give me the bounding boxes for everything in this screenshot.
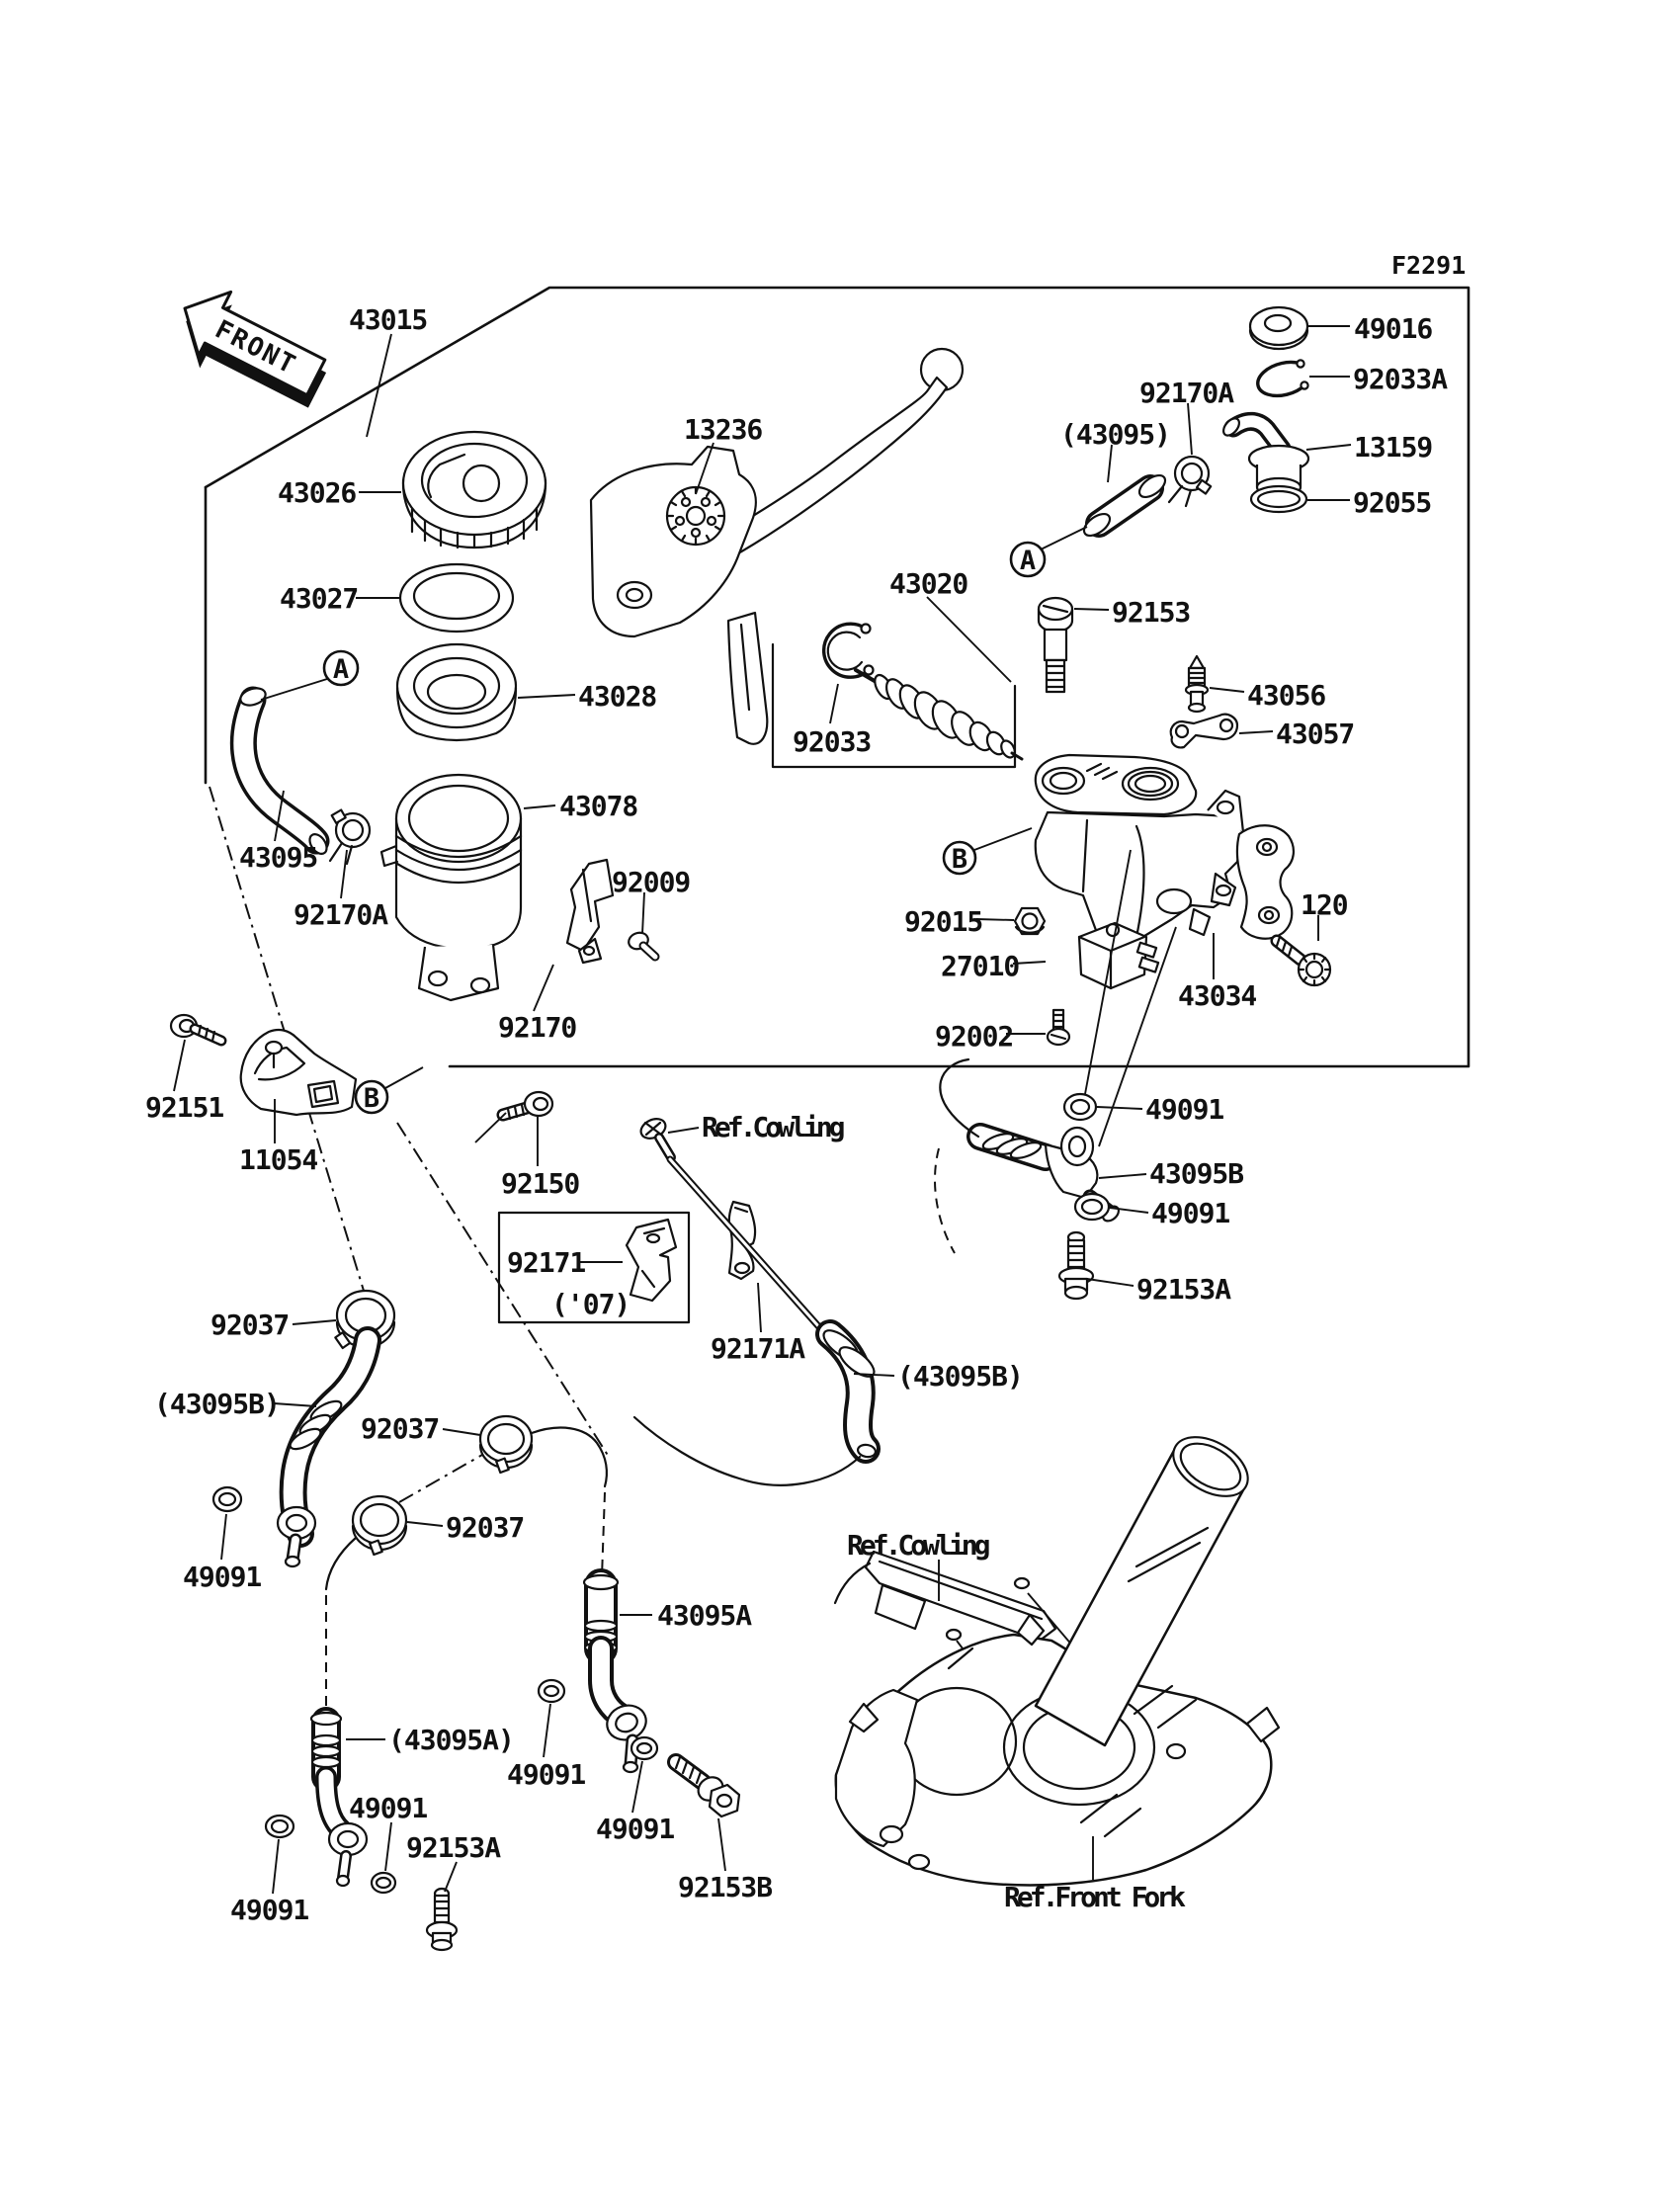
part-washer-49091-r2: [1075, 1194, 1109, 1220]
part-banjo-bolt-92153a-1: [1059, 1232, 1093, 1299]
callout-a-1: [261, 651, 358, 700]
callout-a-2-letter: A: [1019, 546, 1037, 576]
callout-a-1-letter: A: [332, 654, 350, 685]
part-label-92015: 92015: [904, 905, 983, 938]
part-label-49091-l1: 49091: [183, 1561, 262, 1593]
part-label-43057: 43057: [1276, 718, 1355, 750]
part-label-92055: 92055: [1353, 486, 1432, 519]
part-label-43095b: 43095B: [1149, 1157, 1244, 1190]
ref-label-cowling-1: Ref.Cowling: [702, 1111, 842, 1143]
part-reservoir-cap: [403, 432, 546, 548]
part-label-92153b: 92153B: [678, 1871, 773, 1903]
part-screw-92009: [627, 930, 655, 957]
part-label-92002: 92002: [935, 1020, 1014, 1053]
part-label-43095b-paren-right: (43095B): [897, 1360, 1023, 1393]
part-label-43095b-paren-left: (43095B): [154, 1388, 280, 1420]
callout-b-1-letter: B: [951, 844, 968, 875]
front-arrow-label: FRONT: [210, 314, 301, 381]
part-clamp-92170a-left: [330, 810, 370, 864]
part-label-43020: 43020: [889, 567, 968, 600]
part-label-49016: 49016: [1354, 312, 1433, 345]
part-label-49091-c1: 49091: [507, 1758, 586, 1791]
part-screw-92150: [475, 1092, 552, 1142]
part-label-92009: 92009: [612, 866, 691, 898]
callout-b-1: [944, 828, 1032, 875]
part-label-92037-2: 92037: [361, 1412, 440, 1445]
part-hose-43095b-right: [935, 1059, 1122, 1253]
part-joint-43057: [1171, 715, 1237, 748]
part-washer-49091-c2: [631, 1737, 657, 1759]
part-diaphragm: [397, 644, 516, 740]
part-clamp-92170a-right: [1169, 457, 1211, 506]
part-cowling-screw: [637, 1115, 671, 1157]
part-label-49091-l3: 49091: [230, 1894, 309, 1926]
ref-label-front-fork: Ref.Front Fork: [1004, 1881, 1183, 1913]
part-label-43078: 43078: [559, 790, 638, 822]
part-label-92153a-2: 92153A: [406, 1831, 501, 1864]
part-master-cylinder-body: [1036, 755, 1243, 957]
part-lever-holder-11054: [241, 1030, 356, 1115]
part-label-27010: 27010: [941, 950, 1020, 982]
part-label-43056: 43056: [1247, 679, 1326, 712]
part-label-92171: 92171: [507, 1246, 586, 1279]
part-oring-92055: [1251, 486, 1306, 512]
part-label-92171a: 92171A: [711, 1332, 805, 1365]
part-label-13159: 13159: [1354, 431, 1433, 464]
part-label-49091-c2: 49091: [596, 1813, 675, 1845]
part-reservoir: [381, 775, 521, 1000]
part-clamp-92037-2: [480, 1416, 532, 1473]
part-circlip-92033a: [1258, 360, 1308, 395]
part-washer-49091-l1: [213, 1487, 241, 1511]
part-label-120: 120: [1301, 888, 1348, 921]
part-label-92033: 92033: [793, 725, 872, 758]
part-label-49091-r2: 49091: [1151, 1197, 1230, 1229]
part-banjo-bolt-92153: [1039, 598, 1072, 692]
part-label-92170a-right: 92170A: [1139, 377, 1234, 409]
part-label-year-07: ('07): [551, 1288, 630, 1320]
part-label-43015: 43015: [349, 303, 428, 336]
part-screw-92002: [1048, 1010, 1069, 1045]
part-label-43095a-paren: (43095A): [388, 1724, 514, 1756]
part-front-fork: [836, 1425, 1279, 1886]
ref-label-cowling-2: Ref.Cowling: [847, 1529, 987, 1562]
part-label-13236: 13236: [684, 413, 763, 446]
callout-b-2: [356, 1067, 423, 1114]
part-circlip-92033: [824, 624, 874, 677]
part-label-92170: 92170: [498, 1011, 577, 1044]
part-label-92150: 92150: [501, 1167, 580, 1200]
part-clamp-92037-3: [353, 1496, 406, 1555]
part-hose-43095-right: [1080, 471, 1169, 541]
part-label-43095a: 43095A: [657, 1599, 752, 1632]
callout-b-2-letter: B: [363, 1083, 380, 1114]
callout-a-2: [1011, 527, 1087, 576]
part-hose-43095-left: [238, 685, 330, 857]
part-nut-92015: [1015, 908, 1045, 934]
part-label-92037-1: 92037: [210, 1309, 290, 1341]
part-label-43034: 43034: [1178, 979, 1257, 1012]
part-elbow-fitting-13159: [1220, 415, 1308, 496]
part-label-43026: 43026: [278, 476, 357, 509]
part-washer-49091-l3: [266, 1816, 294, 1837]
part-bleeder-valve: [1186, 656, 1208, 712]
part-washer-49091-l2: [372, 1873, 395, 1893]
part-label-43028: 43028: [578, 680, 657, 713]
part-label-49091-r1: 49091: [1145, 1093, 1224, 1126]
part-label-92153: 92153: [1112, 596, 1191, 629]
part-washer-49016: [1250, 307, 1307, 349]
part-label-43095-paren: (43095): [1060, 418, 1171, 451]
part-bracket-92170: [567, 860, 613, 963]
part-banjo-bolt-92153a-2: [427, 1889, 457, 1950]
part-label-92151: 92151: [145, 1091, 224, 1124]
part-label-43027: 43027: [280, 582, 359, 615]
part-label-43095-left: 43095: [239, 841, 318, 874]
part-label-92033a: 92033A: [1353, 363, 1448, 395]
fiche-code: F2291: [1391, 251, 1467, 280]
part-cap-gasket: [400, 564, 513, 632]
part-clamp-holder-43034: [1237, 825, 1294, 938]
part-label-92170a-left: 92170A: [294, 898, 388, 931]
front-arrow: [164, 277, 340, 420]
part-label-92153a-1: 92153A: [1136, 1273, 1231, 1306]
part-banjo-bolt-92153b: [676, 1757, 739, 1817]
part-washer-49091-c1: [539, 1680, 564, 1702]
part-label-49091-l2: 49091: [349, 1792, 428, 1824]
part-label-92037-3: 92037: [446, 1511, 525, 1544]
part-bolt-92151: [171, 1015, 221, 1041]
part-label-11054: 11054: [239, 1143, 318, 1176]
hose-routing-links: [326, 1428, 607, 1710]
part-bolt-120: [1277, 937, 1330, 985]
